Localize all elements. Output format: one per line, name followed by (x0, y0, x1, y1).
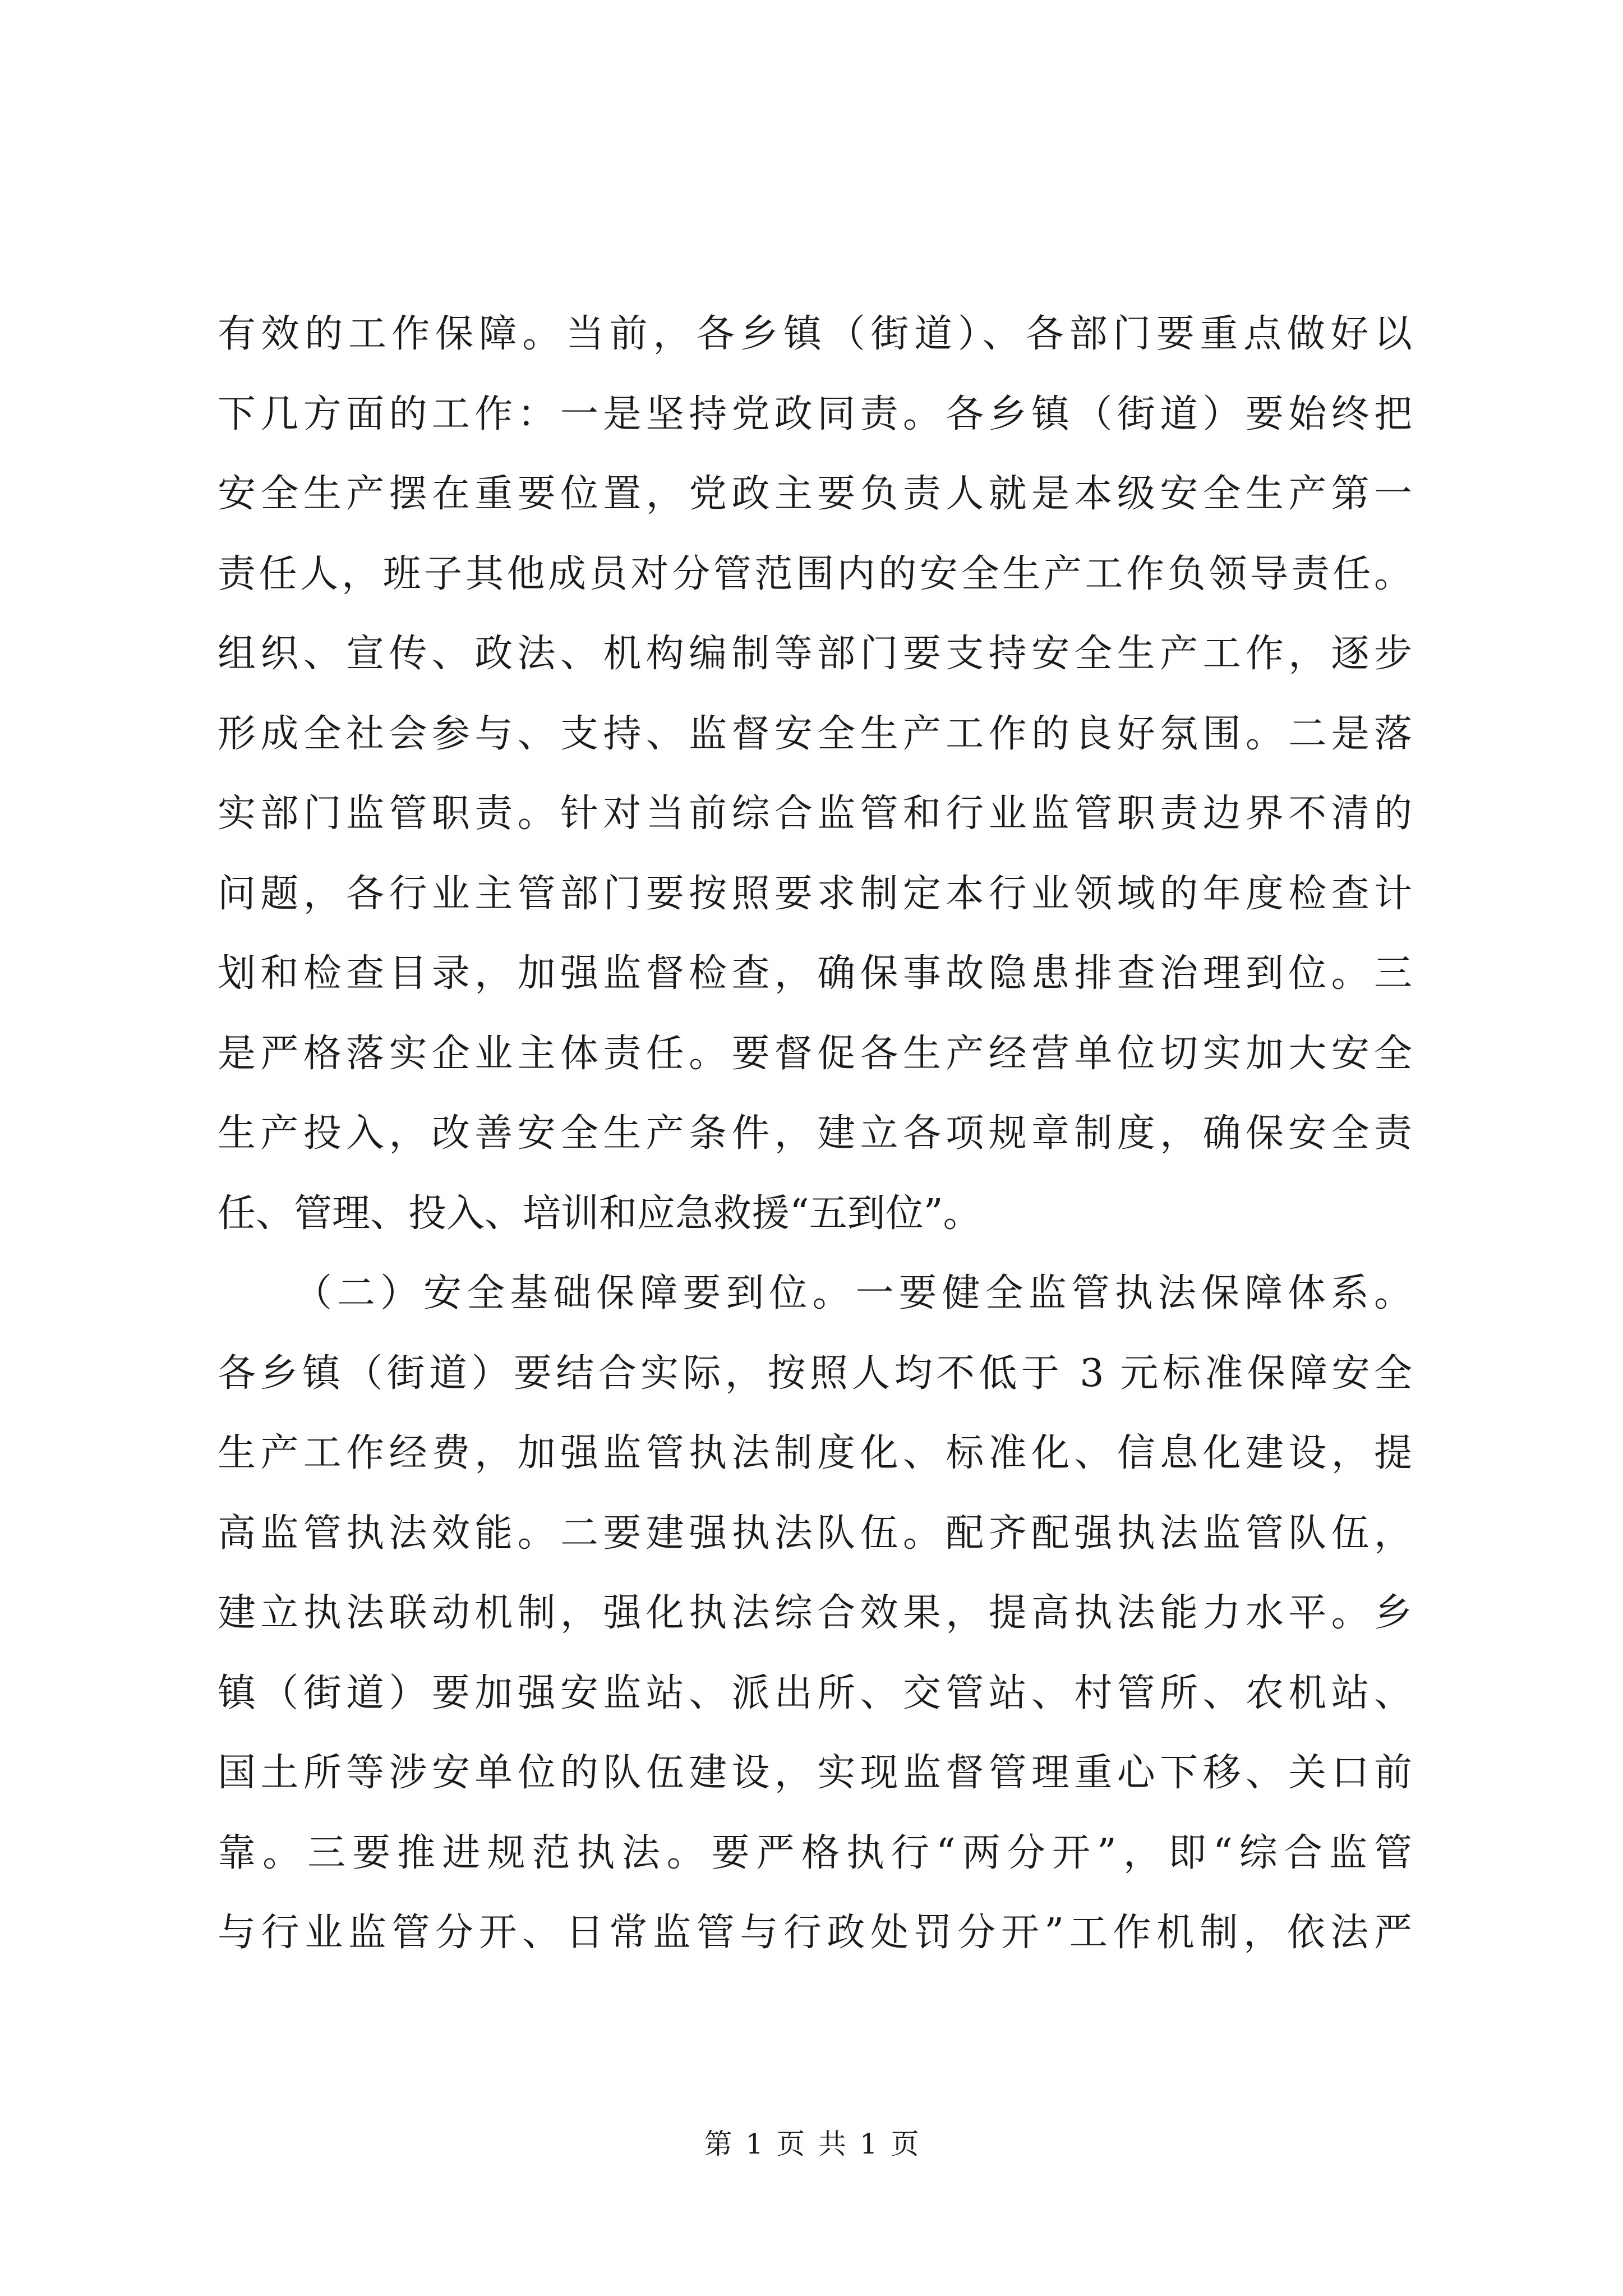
paragraph-1-line-3: 安全生产摆在重要位置，党政主要负责人就是本级安全生产第一 (218, 472, 1412, 516)
paragraph-2-line-2: 各乡镇（街道）要结合实际，按照人均不低于 3 元标准保障安全 (218, 1351, 1412, 1396)
paragraph-1-line-12: 任、管理、投入、培训和应急救援“五到位”。 (218, 1191, 981, 1236)
paragraph-2-line-4: 高监管执法效能。二要建强执法队伍。配齐配强执法监管队伍， (218, 1511, 1412, 1556)
paragraph-1-line-7: 实部门监管职责。针对当前综合监管和行业监管职责边界不清的 (218, 792, 1412, 836)
paragraph-1-line-11: 生产投入，改善安全生产条件，建立各项规章制度，确保安全责 (218, 1111, 1412, 1156)
paragraph-2-line-9: 与行业监管分开、日常监管与行政处罚分开”工作机制，依法严 (218, 1911, 1412, 1955)
paragraph-1-line-6: 形成全社会参与、支持、监督安全生产工作的良好氛围。二是落 (218, 711, 1412, 756)
paragraph-1-line-4: 责任人，班子其他成员对分管范围内的安全生产工作负领导责任。 (218, 551, 1412, 596)
paragraph-2-line-6: 镇（街道）要加强安监站、派出所、交管站、村管所、农机站、 (218, 1671, 1412, 1715)
page-footer: 第 1 页 共 1 页 (704, 2128, 919, 2160)
document-body (218, 295, 1412, 1973)
paragraph-2-line-5: 建立执法联动机制，强化执法综合效果，提高执法能力水平。乡 (218, 1591, 1412, 1635)
paragraph-1-line-9: 划和检查目录，加强监督检查，确保事故隐患排查治理到位。三 (218, 951, 1412, 996)
paragraph-1-line-5: 组织、宣传、政法、机构编制等部门要支持安全生产工作，逐步 (218, 632, 1412, 676)
paragraph-1-line-8: 问题，各行业主管部门要按照要求制定本行业领域的年度检查计 (218, 871, 1412, 916)
paragraph-2-line-3: 生产工作经费，加强监管执法制度化、标准化、信息化建设，提 (218, 1431, 1412, 1475)
paragraph-2-line-7: 国土所等涉安单位的队伍建设，实现监督管理重心下移、关口前 (218, 1751, 1412, 1795)
paragraph-1-line-1: 有效的工作保障。当前，各乡镇（街道）、各部门要重点做好以 (218, 312, 1412, 356)
paragraph-1-line-2: 下几方面的工作：一是坚持党政同责。各乡镇（街道）要始终把 (218, 392, 1412, 436)
paragraph-2-line-1: （二）安全基础保障要到位。一要健全监管执法保障体系。 (294, 1271, 1412, 1315)
paragraph-2-line-8: 靠。三要推进规范执法。要严格执行“两分开”，即“综合监管 (218, 1830, 1412, 1875)
paragraph-1-line-10: 是严格落实企业主体责任。要督促各生产经营单位切实加大安全 (218, 1031, 1412, 1076)
